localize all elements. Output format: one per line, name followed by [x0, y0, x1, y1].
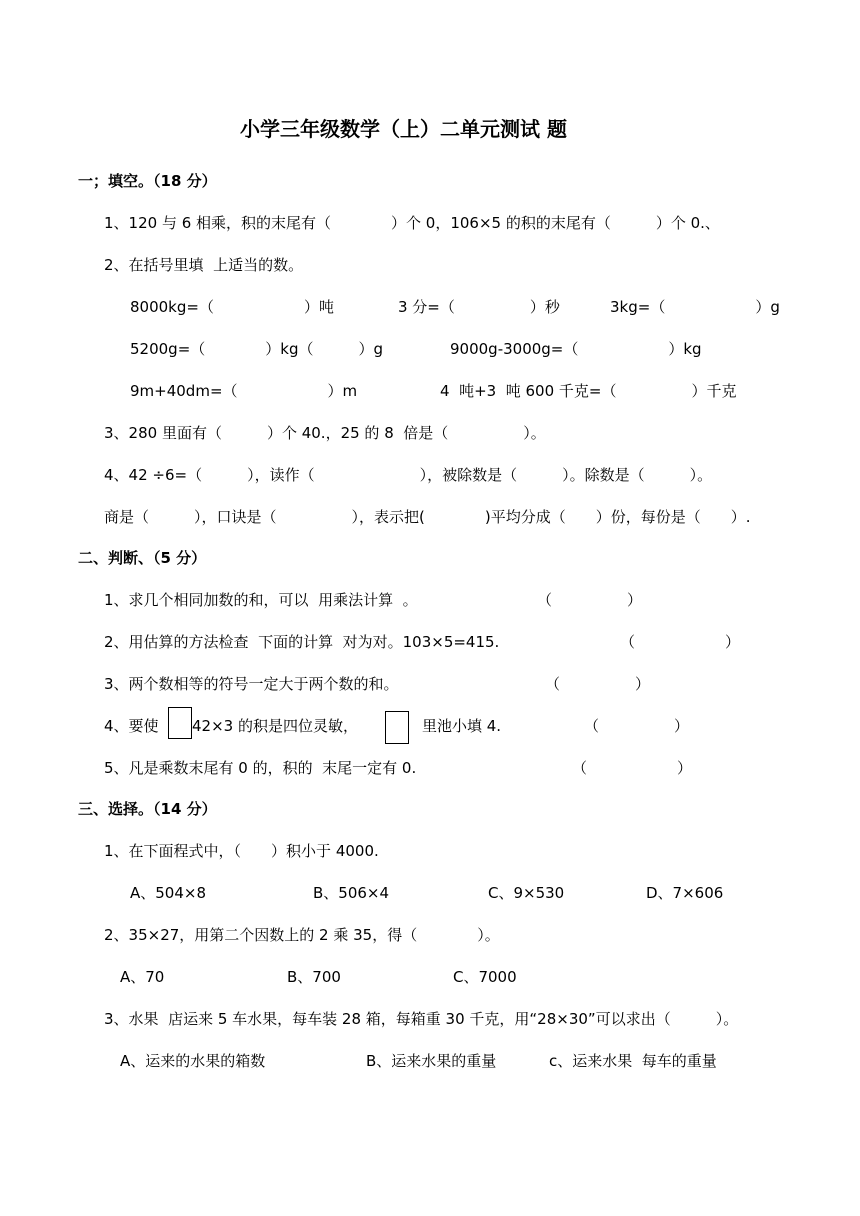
choice-option: C、9×530: [488, 884, 565, 902]
judge-item-4-text-a: 4、要使: [104, 717, 159, 735]
judge-item-4-text-c: 里池小填 4.: [422, 717, 502, 735]
judge-item-1-text: 1、求几个相同加数的和，可以 用乘法计算 。: [104, 591, 418, 609]
judge-item-1-answer: （ ）: [537, 591, 643, 609]
page-title: 小学三年级数学（上）二单元测试 题: [240, 117, 567, 141]
blank-box: [168, 707, 192, 739]
choice-option: A、504×8: [130, 884, 207, 902]
conversion-item: 3 分=（ ）秒: [398, 298, 560, 316]
fill-question-4-line-2: 商是（ ），口诀是（ ），表示把( )平均分成（ ）份，每份是（ ）.: [104, 508, 751, 526]
conversion-item: 4 吨+3 吨 600 千克=（ ）千克: [440, 382, 737, 400]
choice-question-1: 1、在下面程式中，（ ）积小于 4000.: [104, 842, 379, 860]
choice-option: B、700: [287, 968, 341, 986]
judge-item-5-text: 5、凡是乘数末尾有 0 的，积的 末尾一定有 0.: [104, 759, 417, 777]
choice-option: D、7×606: [646, 884, 724, 902]
choice-question-3: 3、水果 店运来 5 车水果，每车装 28 箱，每箱重 30 千克，用“28×30”可以求出（ ）。: [104, 1010, 739, 1028]
fill-question-3: 3、280 里面有（ ）个 40.，25 的 8 倍是（ ）。: [104, 424, 546, 442]
judge-item-4-answer: （ ）: [584, 717, 690, 735]
choice-option: A、运来的水果的箱数: [120, 1052, 266, 1070]
choice-option: C、7000: [453, 968, 517, 986]
judge-item-5-answer: （ ）: [572, 759, 693, 777]
conversion-item: 8000kg=（ ）吨: [130, 298, 334, 316]
judge-item-4-text-b: 42×3 的积是四位灵敏，: [192, 717, 358, 735]
choice-option: B、506×4: [313, 884, 390, 902]
judge-item-2-answer: （ ）: [620, 633, 741, 651]
judge-item-3-answer: （ ）: [545, 675, 651, 693]
fill-question-2: 2、在括号里填 上适当的数。: [104, 256, 304, 274]
fill-question-4-line-1: 4、42 ÷6=（ ），读作（ ），被除数是（ ）。除数是（ ）。: [104, 466, 713, 484]
fill-question-1: 1、120 与 6 相乘，积的末尾有（ ）个 0，106×5 的积的末尾有（ ）个 0.、: [104, 214, 720, 232]
conversion-item: 9000g-3000g=（ ）kg: [450, 340, 702, 358]
judge-item-3-text: 3、两个数相等的符号一定大于两个数的和。: [104, 675, 399, 693]
choice-option: A、70: [120, 968, 165, 986]
conversion-item: 3kg=（ ）g: [610, 298, 780, 316]
conversion-item: 9m+40dm=（ ）m: [130, 382, 358, 400]
conversion-item: 5200g=（ ）kg（ ）g: [130, 340, 383, 358]
section-3-heading: 三、选择。（14 分）: [78, 800, 217, 818]
section-2-heading: 二、判断、（5 分）: [78, 549, 207, 567]
choice-option: B、运来水果的重量: [366, 1052, 497, 1070]
choice-option: c、运来水果 每车的重量: [549, 1052, 717, 1070]
judge-item-2-text: 2、用估算的方法检查 下面的计算 对为对。103×5=415.: [104, 633, 500, 651]
section-1-heading: 一；填空。（18 分）: [78, 172, 217, 190]
blank-box: [385, 711, 409, 744]
choice-question-2: 2、35×27，用第二个因数上的 2 乘 35，得（ ）。: [104, 926, 500, 944]
